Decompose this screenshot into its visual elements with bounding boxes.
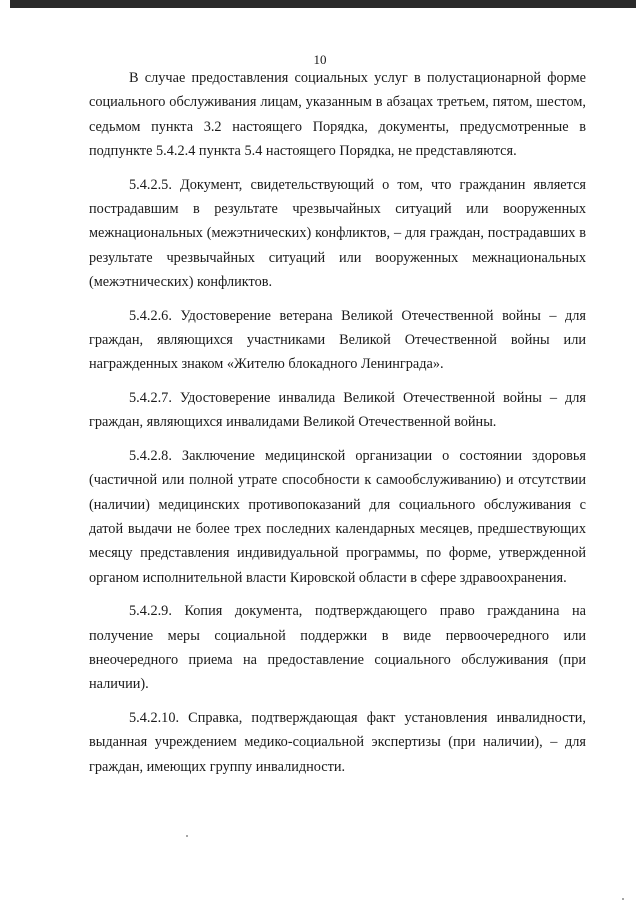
page-number: 10 [313, 52, 327, 67]
paragraph-5-4-2-9: 5.4.2.9. Копия документа, подтверждающего право гражданина на получение меры социальной поддержки в виде первоочередного или внеочередного приема на предоставление социального обслуживания (при наличии). [89, 603, 586, 693]
scan-edge-bar [10, 0, 636, 8]
scan-speck [622, 898, 624, 900]
paragraph-5-4-2-6: 5.4.2.6. Удостоверение ветерана Великой Отечественной войны – для граждан, являющихся участниками Великой Отечественной войны или награжденных знаком «Жителю блокадного Ленинграда». [89, 307, 586, 373]
scan-speck [186, 835, 188, 837]
paragraph-intro: В случае предоставления социальных услуг в полустационарной форме социального обслуживания лицам, указанным в абзацах третьем, пятом, шестом, седьмом пункта 3.2 настоящего Порядка, документы, предусмотренные в подпункте 5.4.2.4 пункта 5.4 настоящего Порядка, не представляются. [89, 70, 586, 160]
paragraph-5-4-2-10: 5.4.2.10. Справка, подтверждающая факт установления инвалидности, выданная учреждением медико-социальной экспертизы (при наличии), – для граждан, имеющих группу инвалидности. [89, 709, 586, 775]
paragraph-5-4-2-8: 5.4.2.8. Заключение медицинской организации о состоянии здоровья (частичной или полной утрате способности к самообслуживанию) и отсутствии (наличии) медицинских противопоказаний для социального обслуживания с датой выдачи не более трех последних календарных месяцев, предшествующих месяцу представления индивидуальной программы, по форме, утвержденной органом исполнительной власти Кировской области в сфере здравоохранения. [89, 447, 586, 586]
document-body [89, 66, 586, 788]
paragraph-5-4-2-5: 5.4.2.5. Документ, свидетельствующий о том, что гражданин является пострадавшим в результате чрезвычайных ситуаций или вооруженных межнациональных (межэтнических) конфликтов, – для граждан, пострадавших в результате чрезвычайных ситуаций или вооруженных межнациональных (межэтнических) конфликтов. [89, 176, 586, 291]
paragraph-5-4-2-7: 5.4.2.7. Удостоверение инвалида Великой Отечественной войны – для граждан, являющихся инвалидами Великой Отечественной войны. [89, 389, 586, 431]
